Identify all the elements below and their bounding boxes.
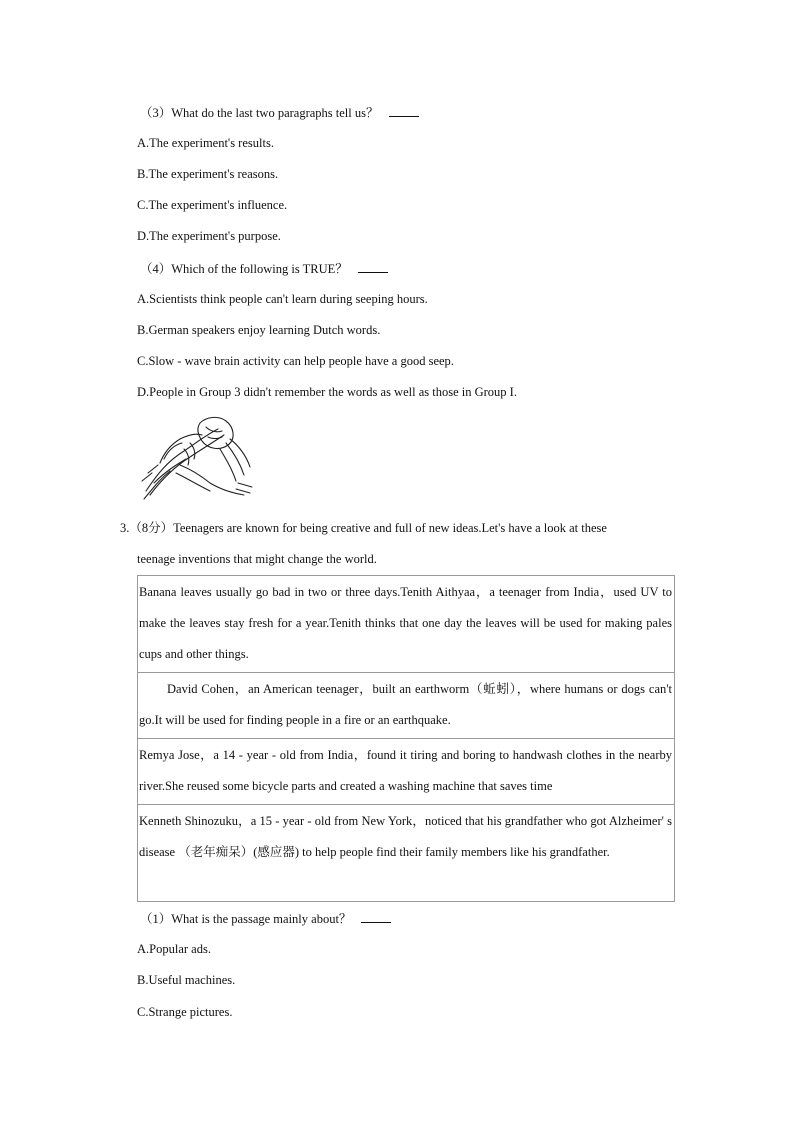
option-c: C.The experiment's influence.: [137, 198, 288, 212]
question-3-intro-line-2: teenage inventions that might change the world.: [137, 552, 377, 566]
option-b: B.German speakers enjoy learning Dutch words.: [137, 323, 381, 337]
answer-blank[interactable]: [358, 260, 388, 273]
option-a: A.Popular ads.: [137, 942, 211, 956]
table-row: Kenneth Shinozuku，a 15 - year - old from New York，noticed that his grandfather who got Alzheimer' s disease （老年痴呆）(感应器) to help people find their family members like his grandfather.: [139, 814, 672, 859]
answer-blank[interactable]: [361, 910, 391, 923]
question-3-4: [140, 260, 388, 277]
question-text: （1）What is the passage mainly about？: [140, 912, 352, 926]
option-d: D.The experiment's purpose.: [137, 229, 281, 243]
sleeping-person-sketch: [140, 413, 258, 501]
option-b: B.Useful machines.: [137, 973, 236, 987]
option-c: C.Slow - wave brain activity can help people have a good seep.: [137, 354, 454, 368]
question-text: （4）Which of the following is TRUE？: [140, 262, 348, 276]
table-row: Remya Jose，a 14 - year - old from India，found it tiring and boring to handwash clothes in the nearby river.She reused some bicycle parts and created a washing machine that saves time: [138, 739, 674, 805]
option-b: B.The experiment's reasons.: [137, 167, 279, 181]
option-c: C.Strange pictures.: [137, 1005, 233, 1019]
question-3-3: [140, 104, 419, 121]
table-row: David Cohen，an American teenager，built an earthworm（蚯蚓），where humans or dogs can't go.It will be used for finding people in a fire or an earthquake.: [138, 673, 674, 739]
inventions-table: [137, 575, 675, 902]
table-row: Banana leaves usually go bad in two or three days.Tenith Aithyaa，a teenager from India，used UV to make the leaves stay fresh for a year.Tenith thinks that one day the leaves will be used for making pales cups and other things.: [138, 576, 674, 673]
question-text: （3）What do the last two paragraphs tell us？: [140, 106, 379, 120]
question-3-1: [140, 910, 391, 927]
answer-blank[interactable]: [389, 104, 419, 117]
option-a: A.Scientists think people can't learn during seeping hours.: [137, 292, 428, 306]
option-a: A.The experiment's results.: [137, 136, 274, 150]
question-3-intro-line-1: 3.（8分）Teenagers are known for being creative and full of new ideas.Let's have a look at these: [120, 521, 607, 535]
option-d: D.People in Group 3 didn't remember the words as well as those in Group I.: [137, 385, 517, 399]
